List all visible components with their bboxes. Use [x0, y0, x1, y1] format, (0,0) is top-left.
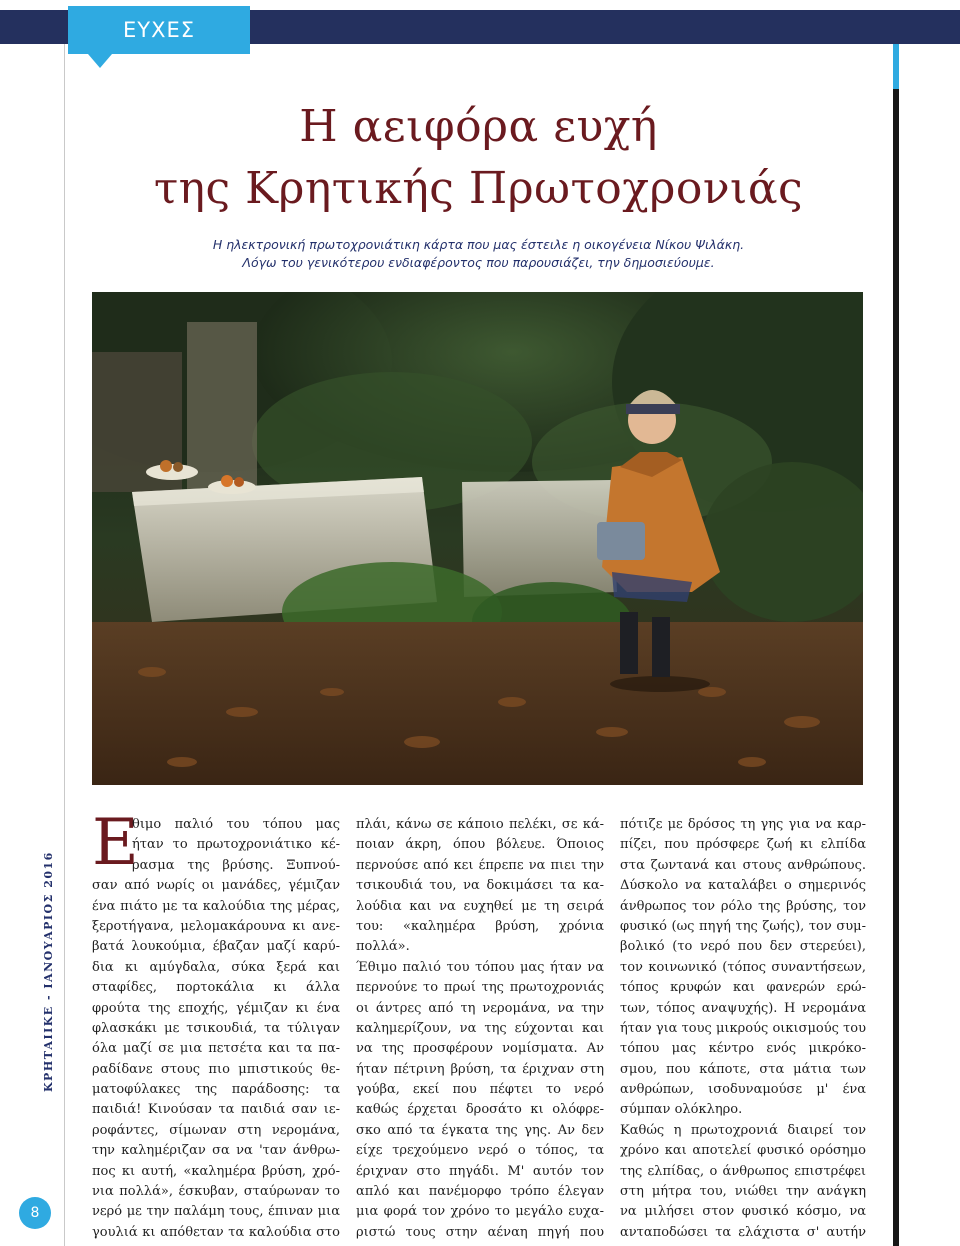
text-line: φυσικό (ως πηγή της ζωής), τον συμ- — [620, 918, 866, 934]
text-line: γούβα, εκεί που πέφτει το νερό — [356, 1082, 604, 1098]
section-tab-pointer — [88, 54, 112, 68]
text-line: είχε τρεχούμενο νερό ο τόπος, τα — [356, 1143, 604, 1159]
text-line: πος κι αυτή, «καλημέρα βρύση, χρό- — [92, 1163, 340, 1179]
article-photo — [92, 292, 863, 785]
text-line: ξεροτήγανα, μελομακάρουνα κι ανε- — [92, 918, 340, 934]
text-line: ήταν για τους μικρούς οικισμούς του — [620, 1020, 866, 1036]
text-line: μια φορά τον χρόνο το μεγάλο ευχα- — [356, 1204, 604, 1220]
subtitle-line: Λόγω του γενικότερου ενδιαφέροντος που παρουσιάζει, την δημοσιεύουμε. — [242, 255, 715, 270]
subtitle-line: Η ηλεκτρονική πρωτοχρονιάτικη κάρτα που μας έστειλε η οικογένεια Νίκου Ψιλάκη. — [212, 237, 745, 252]
text-line: σύμπαν ολόκληρο. — [620, 1102, 743, 1118]
section-tab: ΕΥΧΕΣ — [68, 6, 250, 54]
article-column-1 — [92, 815, 340, 1243]
text-line: την καλημέριζαν σα να 'ταν άνθρω- — [92, 1143, 340, 1159]
text-line: νια πολλά», έσκυβαν, σταύρωναν το — [92, 1184, 340, 1200]
right-margin-rule-accent — [893, 44, 899, 89]
text-line: γουλιά κι απόθεταν τα καλούδια στο — [92, 1224, 340, 1240]
text-line: στα ζωντανά και στους ανθρώπους. — [620, 857, 866, 873]
text-line: ραδίδανε στους πιο μπιστικούς θε- — [92, 1061, 340, 1077]
text-line: φρούτα της εποχής, γέμιζαν κι ένα — [92, 1000, 340, 1016]
text-line: ένα πιάτο με τα καλούδια της μέρας, — [92, 898, 340, 914]
text-line: σμου, που κάποτε, στα μάτια των — [620, 1061, 866, 1077]
text-line: απλό και πανέμορφο τρόπο έλεγαν — [356, 1184, 604, 1200]
text-line: καθώς έρχεται δροσάτο κι ολόφρε- — [356, 1102, 604, 1118]
text-line: δια κι αμύγδαλα, σύκα ξερά και — [92, 959, 340, 975]
text-line: ματοφύλακες της παράδοσης: τα — [92, 1082, 340, 1098]
text-line: πίζει, που πρόσφερε ζωή κι ελπίδα — [620, 837, 866, 853]
left-margin-rule — [64, 44, 65, 1246]
text-line: όλα μαζί σε μια πετσέτα και τα πα- — [92, 1041, 340, 1057]
text-line: θιμο παλιό του τόπου μας — [132, 817, 340, 832]
text-line: του: «καλημέρα βρύση, χρόνια — [356, 918, 604, 934]
text-line: χρόνο και αποτελεί φυσικό ορόσημο — [620, 1143, 866, 1159]
text-line: ποιαν άκρη, όπου βόλευε. Όποιος — [356, 837, 604, 853]
page-number: 8 — [19, 1197, 51, 1229]
article-column-2 — [356, 815, 604, 1243]
text-line: των, τόπος αναψυχής). Η νερομάνα — [620, 1000, 866, 1016]
text-line: πλάι, κάνω σε κάποιο πελέκι, σε κά- — [356, 817, 604, 832]
text-line: φλασκάκι με τσικουδιά, τα τύλιγαν — [92, 1020, 340, 1036]
text-line: στη μήτρα του, νιώθει την ανάγκη — [620, 1184, 866, 1200]
text-line: οι άντρες από τη νερομάνα, να την — [356, 1000, 604, 1016]
text-line: ανταποδώσει τα ελάχιστα σ' αυτήν — [620, 1224, 866, 1240]
text-line: Δύσκολο να καταλάβει ο σημερινός — [620, 878, 866, 894]
text-line: παιδιά! Κινούσαν τα παιδιά σαν ιε- — [92, 1102, 340, 1118]
text-line: Έθιμο παλιό του τόπου μας ήταν να — [356, 959, 604, 975]
text-line: περνούνε το πρωί της πρωτοχρονιάς — [356, 980, 604, 996]
title-line: της Κρητικής Πρωτοχρονιάς — [153, 163, 804, 214]
drop-cap: Ε — [92, 806, 139, 880]
text-line: ανθρώπων, ισοδυναμούσε μ' ένα — [620, 1082, 866, 1098]
text-line: να της προσφέρουν νομίσματα. Αν — [356, 1041, 604, 1057]
article-title — [64, 96, 893, 220]
text-line: καλημερίζουν, να της εύχονται και — [356, 1020, 604, 1036]
text-line: ριστώ τους στην αέναη πηγή που — [356, 1224, 604, 1240]
text-line: λούδια και να ευχηθεί με τη σειρά — [356, 898, 604, 914]
text-line: τόπου μας κέντρο ενός μικρόκο- — [620, 1041, 866, 1057]
text-line: πολλά». — [356, 939, 410, 955]
text-line: τόπος κρυφών και φανερών ερώ- — [620, 980, 866, 996]
article-subtitle — [64, 236, 893, 272]
text-line: άνθρωπος τον ρόλο της βρύσης, τον — [620, 898, 866, 914]
text-line: βατά λουκούμια, έβαζαν μαζί καρύ- — [92, 939, 340, 955]
text-line: Καθώς η πρωτοχρονιά διαιρεί τον — [620, 1122, 866, 1138]
photo-illustration — [92, 292, 863, 785]
article-column-3 — [620, 815, 866, 1243]
text-line: σαν από νωρίς οι μανάδες, γέμιζαν — [92, 878, 340, 894]
text-line: έριχναν στο πηγάδι. Μ' αυτόν τον — [356, 1163, 604, 1179]
text-line: τσικουδιά του, να δοκιμάσει τα κα- — [356, 878, 604, 894]
text-line: ρασμα της βρύσης. Ξυπνού- — [132, 857, 340, 873]
text-line: περνούσε από κει έπρεπε να πιει την — [356, 857, 604, 873]
text-line: ήταν πέτρινη βρύση, τα έριχναν στη — [356, 1061, 604, 1077]
text-line: πότιζε με δρόσος τη γης για να καρ- — [620, 817, 866, 832]
text-line: να μιλήσει στον φυσικό κόσμο, να — [620, 1204, 866, 1220]
text-line: ροφάντες, σίμωναν στη νερομάνα, — [92, 1122, 340, 1138]
vertical-credit-text: ΚΡΗΤΑΙΙΚΕ - ΙΑΝΟΥΑΡΙΟΣ 2016 — [42, 851, 55, 1092]
text-line: ήταν το πρωτοχρονιάτικο κέ- — [132, 837, 340, 853]
text-line: βολικό (το νερό που δεν στερεύει), — [620, 939, 866, 955]
right-margin-rule — [893, 89, 899, 1246]
text-line: νερό με την παλάμη τους, έπιναν μια — [92, 1204, 340, 1220]
text-line: της ελπίδας, ο άνθρωπος επιστρέφει — [620, 1163, 866, 1179]
text-line: σκο από τα έγκατα της γης. Αν δεν — [356, 1122, 604, 1138]
text-line: τον κοινωνικό (τόπος συναντήσεων, — [620, 959, 866, 975]
title-line: Η αειφόρα ευχή — [299, 101, 658, 152]
text-line: σταφίδες, πορτοκάλια κι άλλα — [92, 980, 340, 996]
